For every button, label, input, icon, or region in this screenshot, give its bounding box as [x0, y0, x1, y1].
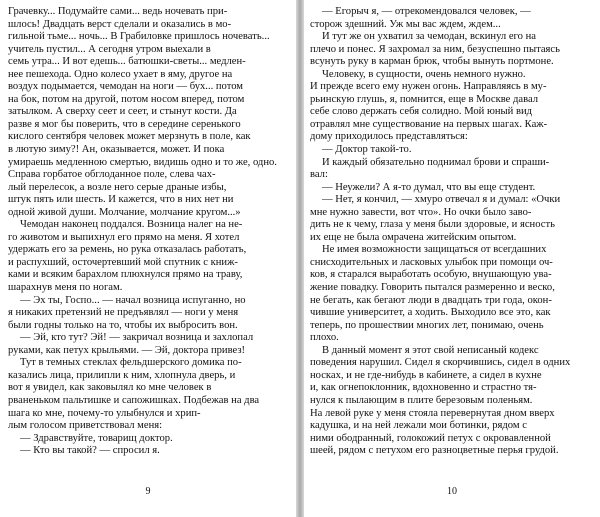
text-line: себе слово держать себя солидно. Мой юный вид	[310, 106, 533, 118]
text-line: лым голосом приветствовал меня:	[8, 420, 163, 432]
text-line: го животом и выпихнул его прямо на меня. Я хотел	[8, 231, 240, 243]
book-gutter	[296, 0, 304, 517]
text-line: снисходительных и ласковых улыбок при помощи оч-	[310, 256, 553, 268]
text-line: и распухший, осточертевший мой спутник с книж-	[8, 256, 238, 268]
text-line: мне нужно завести, вот что». Но очки было заво-	[310, 206, 532, 218]
text-line: И каждый обязательно поднимал брови и спраши-	[322, 156, 550, 168]
text-line: — Здравствуйте, товарищ доктор.	[20, 432, 173, 444]
text-line: И прежде всего ему нужен огонь. Направляясь в му-	[310, 81, 547, 93]
text-line: штук пять или шесть. И кажется, что в них нет ни	[8, 194, 234, 206]
text-line: нее пешехода. Одно колесо ухает в яму, другое на	[8, 68, 233, 80]
text-line: отравлял мне существование на первых шагах. Каж-	[310, 118, 548, 130]
text-line: дить не к чему, глаза у меня были здоровые, и ясность	[310, 219, 555, 231]
text-line: умираешь медленною смертью, видишь одно и то же, одно.	[8, 156, 277, 168]
text-line: руками, как петух крыльями. — Эй, доктора привез!	[8, 344, 246, 356]
text-line: шарахнув меня по ногам.	[8, 282, 123, 294]
right-page-text	[310, 6, 592, 458]
text-line: ками и всяким барахлом плюхнулся прямо на траву,	[8, 269, 243, 281]
text-line: вал:	[310, 169, 328, 181]
text-line: затылком. А сверху сеет и сеет, и стынут кости. Да	[8, 106, 237, 118]
text-line: шага ко мне, почему-то улыбнулся и хрип-	[8, 407, 201, 419]
text-line: рваненьком пальтишке и сапожишках. Подбежав на два	[8, 394, 260, 406]
text-line: казались лица, прилипли к ним, хлопнула дверь, и	[8, 369, 236, 381]
text-line: чившие университет, а ходить. Выходило все это, как	[310, 307, 551, 319]
text-line: я никаких претензий не предъявлял — ноги у меня	[8, 307, 239, 319]
text-line: — Егорыч я, — отрекомендовался человек, —	[322, 6, 531, 17]
text-line: Чемодан наконец поддался. Возница налег на не-	[20, 219, 243, 231]
text-line: дому приходилось представляться:	[310, 131, 468, 143]
text-line: кислого сентября человек может мерзнуть в поле, как	[8, 131, 251, 143]
text-line: учитель пустил... А сегодня утром выехали в	[8, 43, 211, 55]
text-line: плечо и понес. Я захромал за ним, безуспешно пытаясь	[310, 43, 560, 55]
text-line: и, как огнепоклонник, вдохновенно и страстно тя-	[310, 382, 537, 394]
text-line: сторож здешний. Уж мы вас ждем, ждем...	[310, 18, 501, 30]
text-line: — Кто вы такой? — спросил я.	[20, 445, 160, 457]
text-line: ними ободранный, голокожий петух с окровавленной	[310, 432, 551, 444]
text-line: одной живой души. Молчание, молчание кругом...»	[8, 206, 241, 218]
left-page-text	[8, 6, 292, 458]
text-line: Человеку, в сущности, очень немного нужно.	[322, 68, 526, 80]
text-line: гильной тьме... ночь... В Грабиловке пришлось ночевать...	[8, 31, 270, 43]
text-line: нулся к пылающим в плите березовым поленьям.	[310, 394, 533, 406]
text-line: шлось! Двадцать верст сделали и оказались в мо-	[8, 18, 232, 30]
text-line: На левой руке у меня стояла перевернутая дном вверх	[310, 407, 555, 419]
text-line: поведения нарушил. Сидел я скорчившись, сидел в одних	[310, 357, 571, 369]
text-line: носках, и не где-нибудь в кабинете, а сидел в кухне	[310, 369, 542, 381]
text-line: семь утра... И вот едешь... батюшки-светы... медлен-	[8, 56, 246, 68]
text-line: шеей, рядом с петухом его разноцветные перья грудой.	[310, 445, 559, 457]
text-line: — Эй, кто тут? Эй! — закричал возница и захлопал	[20, 332, 254, 344]
text-line: Тут в темных стеклах фельдшерского домика по-	[20, 357, 242, 369]
text-line: лый перелесок, а возле него серые драные избы,	[8, 181, 227, 193]
text-line: удержать его за ремень, но рука отказалась работать,	[8, 244, 247, 256]
text-line: разве я мог бы поверить, что в середине серенького	[8, 118, 241, 130]
page-number: 10	[447, 486, 457, 497]
left-page	[0, 0, 296, 517]
text-line: всунуть руку в карман брюк, чтобы вынуть портмоне.	[310, 56, 554, 68]
right-page	[304, 0, 600, 517]
text-line: — Эх ты, Госпо... — начал возница испуганно, но	[20, 294, 246, 306]
text-line: Справа горбатое обглоданное поле, слева чах-	[8, 169, 216, 181]
text-line: воздух подымается, чемодан на ноги — бух... потом	[8, 81, 244, 93]
text-line: — Доктор такой-то.	[322, 144, 412, 156]
text-line: кадушка, и на ней лежали мои ботинки, рядом с	[310, 420, 527, 432]
text-line: Грачевку... Подумайте сами... ведь ночевать при-	[8, 6, 228, 17]
text-line: И тут же он ухватил за чемодан, вскинул его на	[322, 31, 536, 43]
text-line: были годны только на то, чтобы их выбросить вон.	[8, 319, 238, 331]
text-line: на бок, потом на другой, потом носом вперед, потом	[8, 93, 245, 105]
text-line: теперь, по прошествии многих лет, понимаю, очень	[310, 319, 544, 331]
text-line: — Нет, я кончил, — хмуро отвечал я и думал: «Очки	[322, 194, 561, 206]
text-line: В данный момент я этот свой неписаный кодекс	[322, 344, 539, 356]
text-line: в лютую зиму?! Ан, оказывается, может. И пока	[8, 144, 225, 156]
text-line: плохо.	[310, 332, 339, 344]
text-line: ков, я старался выработать особую, внушающую ува-	[310, 269, 552, 281]
text-line: рьинскую глушь, я, помнится, еще в Москве давал	[310, 93, 539, 105]
text-line: жение повадку. Говорить пытался размеренно и веско,	[310, 282, 555, 294]
text-line: не бегать, как бегают люди в двадцать три года, окон-	[310, 294, 552, 306]
text-line: — Неужели? А я-то думал, что вы еще студент.	[322, 181, 536, 193]
text-line: вот я увидел, как заковылял ко мне человек в	[8, 382, 212, 394]
text-line: Не имея возможности защищаться от всегдашних	[322, 244, 547, 256]
page-number: 9	[145, 486, 151, 497]
text-line: их еще не была омрачена житейским опытом.	[310, 231, 517, 243]
